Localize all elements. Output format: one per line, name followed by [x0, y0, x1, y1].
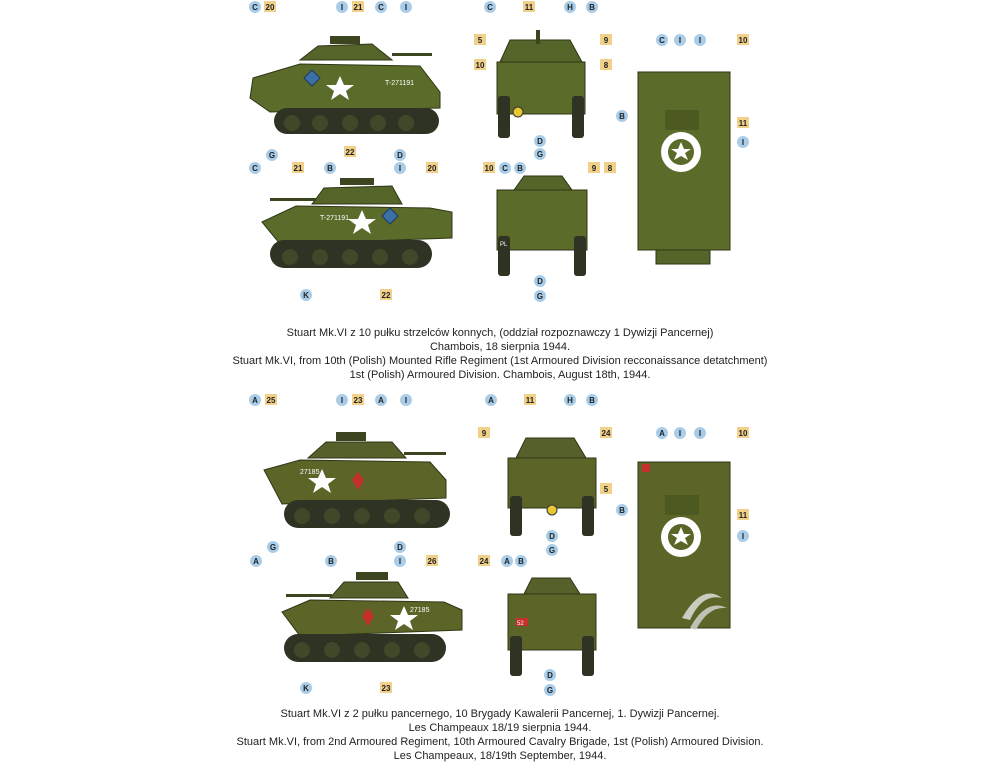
callout-label: D [397, 543, 403, 552]
caption-line: Les Champeaux 18/19 sierpnia 1944. [408, 722, 592, 734]
callout-label: 25 [266, 396, 276, 405]
callout-label: 5 [603, 485, 609, 494]
tank-side-right-plate2 [282, 572, 462, 662]
callout-label: C [252, 164, 258, 173]
callout-label: B [619, 112, 625, 121]
caption-line: Stuart Mk.VI z 10 pułku strzelców konnych, (oddział rozpoznawczy 1 Dywizji Pancernej) [286, 327, 714, 339]
callout-label: 10 [484, 164, 494, 173]
callout-label: D [537, 137, 543, 146]
callout-label: 11 [524, 3, 534, 12]
caption-plate2 [200, 707, 800, 763]
callout-label: A [253, 557, 259, 566]
callout-label: 11 [525, 396, 535, 405]
callout-label: D [547, 671, 553, 680]
callout-label: D [537, 277, 543, 286]
callout-label: K [303, 291, 309, 300]
callout-label: D [549, 532, 555, 541]
tank-top-plate1 [638, 72, 730, 264]
callout-label: C [378, 3, 384, 12]
callout-label: C [502, 164, 508, 173]
callout-label: G [546, 686, 554, 695]
callout-label: B [517, 164, 523, 173]
tank-rear-plate1 [497, 176, 587, 276]
tank-front-plate1 [497, 30, 585, 138]
tank-side-right-plate1 [262, 178, 452, 268]
callout-label: B [328, 557, 334, 566]
callout-label: A [378, 396, 384, 405]
callout-label: G [269, 543, 277, 552]
callout-label: I [398, 164, 402, 173]
callout-label: I [398, 557, 402, 566]
callout-label: C [659, 36, 665, 45]
callout-label: 26 [427, 557, 437, 566]
callout-label: B [327, 164, 333, 173]
callout-label: C [252, 3, 258, 12]
callout-label: 24 [601, 429, 611, 438]
front-plate-number-p2: 52 [517, 621, 524, 627]
callout-label: 23 [353, 396, 363, 405]
callout-label: 9 [603, 36, 609, 45]
callout-label: 9 [481, 429, 487, 438]
caption-line: Stuart Mk.VI, from 10th (Polish) Mounted Rifle Regiment (1st Armoured Division recconaissance detatchment) [232, 355, 768, 367]
serial-number-p2-right: 27185 [410, 607, 430, 614]
callout-label: D [397, 151, 403, 160]
callout-label: 5 [477, 36, 483, 45]
callout-label: I [678, 429, 682, 438]
callout-label: 10 [475, 61, 485, 70]
callout-label: H [567, 396, 573, 405]
callout-label: A [659, 429, 665, 438]
callout-label: 21 [353, 3, 363, 12]
callout-label: 8 [607, 164, 613, 173]
callout-label: I [698, 429, 702, 438]
callout-label: B [589, 396, 595, 405]
callout-label: 9 [591, 164, 597, 173]
callout-label: G [548, 546, 556, 555]
callout-label: 24 [479, 557, 489, 566]
tank-side-left-plate2 [264, 432, 450, 528]
watermark-swirl-icon [672, 578, 732, 638]
callout-label: 22 [381, 291, 391, 300]
rear-plate-p1: PL [500, 242, 508, 248]
caption-line: Stuart Mk.VI, from 2nd Armoured Regiment, 10th Armoured Cavalry Brigade, 1st (Polish) Armoured Division. [236, 736, 764, 748]
caption-plate1 [200, 326, 800, 382]
caption-line: Stuart Mk.VI z 2 pułku pancernego, 10 Brygady Kawalerii Pancernej, 1. Dywizji Pancernej. [280, 708, 720, 720]
callout-label: 11 [738, 119, 748, 128]
tank-front-plate2 [508, 438, 596, 536]
caption-line: Les Champeaux, 18/19th September, 1944. [393, 750, 607, 762]
callout-label: G [536, 150, 544, 159]
caption-line: Chambois, 18 sierpnia 1944. [429, 341, 571, 353]
serial-number-p1-right: T-271191 [320, 215, 350, 222]
callout-label: C [487, 3, 493, 12]
callout-label: I [741, 532, 745, 541]
callout-label: B [619, 506, 625, 515]
callout-label: 10 [738, 429, 748, 438]
callout-label: 23 [381, 684, 391, 693]
callout-label: I [340, 3, 344, 12]
callout-label: I [741, 138, 745, 147]
callout-label: G [268, 151, 276, 160]
callout-label: H [567, 3, 573, 12]
serial-number-p2-left: 27185 [300, 469, 320, 476]
callout-label: 20 [265, 3, 275, 12]
callout-label: 11 [738, 511, 748, 520]
callout-label: B [589, 3, 595, 12]
callout-label: 21 [293, 164, 303, 173]
callout-label: I [340, 396, 344, 405]
callout-label: K [303, 684, 309, 693]
callout-label: A [488, 396, 494, 405]
callout-label: A [504, 557, 510, 566]
callout-label: I [404, 3, 408, 12]
callout-label: 10 [738, 36, 748, 45]
tank-rear-plate2 [508, 578, 596, 676]
callout-label: I [698, 36, 702, 45]
callout-label: A [252, 396, 258, 405]
callout-label: 22 [345, 148, 355, 157]
callout-label: 20 [427, 164, 437, 173]
caption-line: 1st (Polish) Armoured Division. Chambois, August 18th, 1944. [349, 369, 651, 381]
callout-label: B [518, 557, 524, 566]
callout-label: I [678, 36, 682, 45]
serial-number-p1-left: T-271191 [385, 80, 415, 87]
callout-label: G [536, 292, 544, 301]
callout-label: I [404, 396, 408, 405]
callout-label: 8 [603, 61, 609, 70]
